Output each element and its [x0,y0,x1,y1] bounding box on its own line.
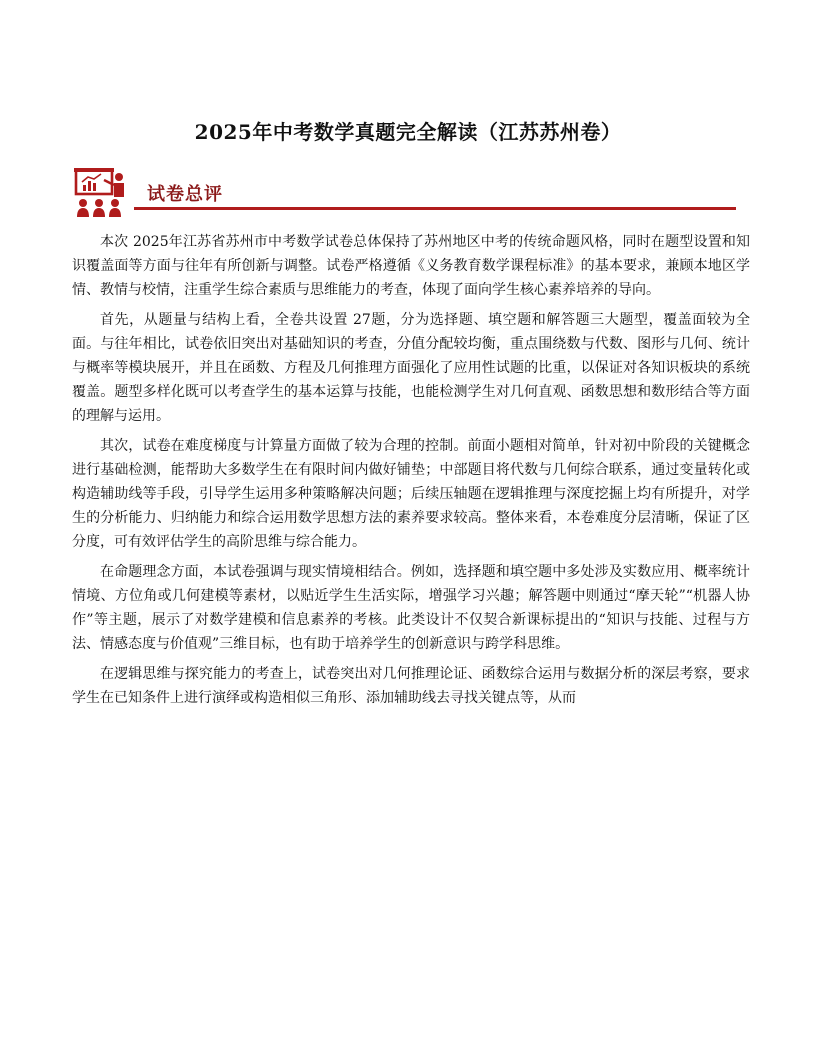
paragraph: 在逻辑思维与探究能力的考查上，试卷突出对几何推理论证、函数综合运用与数据分析的深层考察，要求学生在已知条件上进行演绎或构造相似三角形、添加辅助线去寻找关键点等，从而 [72,666,750,706]
section-header [74,166,736,220]
paragraph: 首先，从题量与结构上看，全卷共设置 27题，分为选择题、填空题和解答题三大题型，覆盖面较为全面。与往年相比，试卷依旧突出对基础知识的考查，分值分配较均衡，重点围绕数与代数、图形与几何、统计与概率等模块展开，并且在函数、方程及几何推理方面强化了应用性试题的比重，以保证对各知识板块的系统覆盖。题型多样化既可以考查学生的基本运算与技能，也能检测学生对几何直观、函数思想和数形结合等方面的理解与运用。 [72,312,750,424]
body-text [72,230,750,710]
section-divider [134,207,736,210]
paragraph: 在命题理念方面，本试卷强调与现实情境相结合。例如，选择题和填空题中多处涉及实数应用、概率统计情境、方位角或几何建模等素材，以贴近学生生活实际，增强学习兴趣；解答题中则通过“摩天轮”“机器人协作”等主题，展示了对数学建模和信息素养的考核。此类设计不仅契合新课标提出的“知识与技能、过程与方法、情感态度与价值观”三维目标，也有助于培养学生的创新意识与跨学科思维。 [72,564,750,652]
page-title: 2025年中考数学真题完全解读（江苏苏州卷） [194,120,622,144]
paragraph: 本次 2025年江苏省苏州市中考数学试卷总体保持了苏州地区中考的传统命题风格，同时在题型设置和知识覆盖面等方面与往年有所创新与调整。试卷严格遵循《义务教育数学课程标准》的基本要求，兼顾本地区学情、教情与校情，注重学生综合素质与思维能力的考查，体现了面向学生核心素养培养的导向。 [72,234,750,298]
paragraph: 其次，试卷在难度梯度与计算量方面做了较为合理的控制。前面小题相对简单，针对初中阶段的关键概念进行基础检测，能帮助大多数学生在有限时间内做好铺垫；中部题目将代数与几何综合联系，通过变量转化或构造辅助线等手段，引导学生运用多种策略解决问题；后续压轴题在逻辑推理与深度挖掘上均有所提升，对学生的分析能力、归纳能力和综合运用数学思想方法的素养要求较高。整体来看，本卷难度分层清晰，保证了区分度，可有效评估学生的高阶思维与综合能力。 [72,438,750,550]
section-title: 试卷总评 [147,184,223,205]
presentation-board-icon [74,166,128,220]
